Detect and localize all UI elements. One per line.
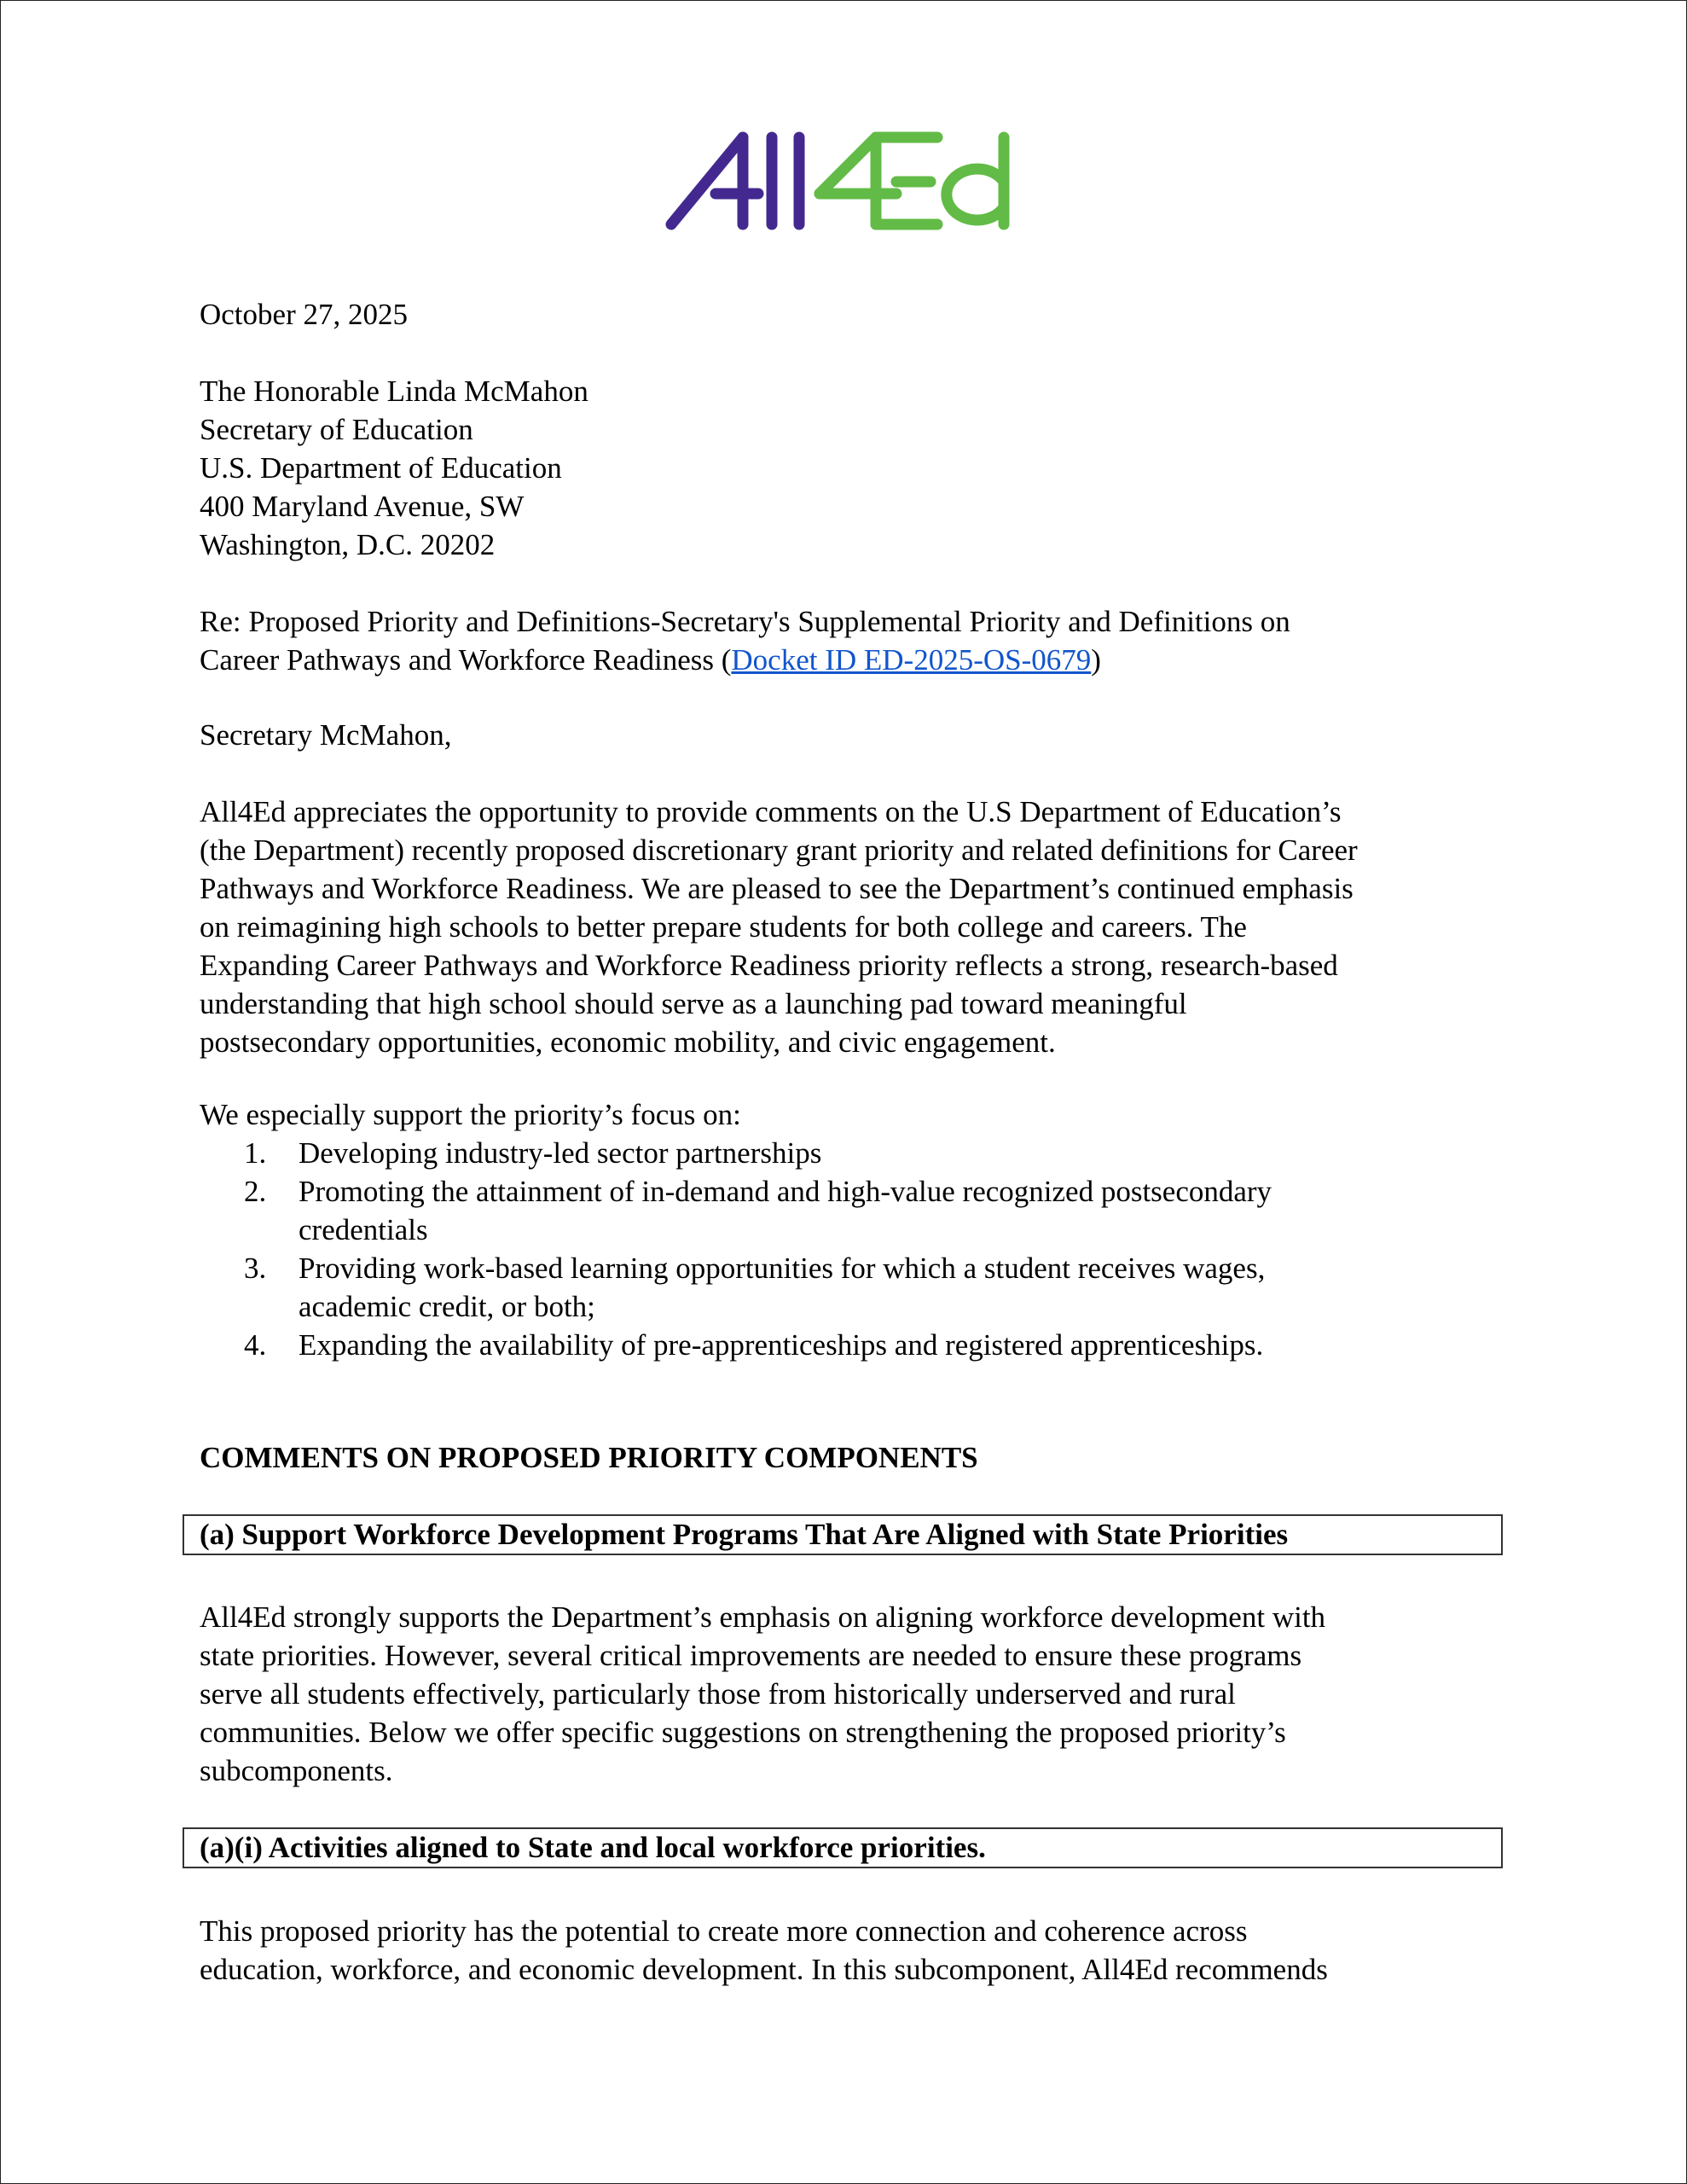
list-item-text: Providing work-based learning opportunities for which a student receives wages,: [299, 1252, 1266, 1285]
list-item: [200, 1326, 1272, 1364]
list-number: 2.: [244, 1175, 267, 1208]
letter-date: October 27, 2025: [200, 298, 408, 331]
list-item-text: Expanding the availability of pre-apprenticeships and registered apprenticeships.: [299, 1328, 1264, 1362]
all4ed-logo: [664, 129, 1019, 235]
section-a-paragraph: [200, 1598, 1530, 1790]
list-item: [200, 1249, 1272, 1326]
recipient-line: Washington, D.C. 20202: [200, 528, 496, 561]
paragraph-line: serve all students effectively, particularly those from historically underserved and rural: [200, 1677, 1236, 1711]
paragraph-line: on reimagining high schools to better prepare students for both college and careers. The: [200, 910, 1247, 944]
section-heading: COMMENTS ON PROPOSED PRIORITY COMPONENTS: [200, 1441, 978, 1474]
subject-suffix: ): [1091, 643, 1101, 677]
subject-line-1: Re: Proposed Priority and Definitions-Secretary's Supplemental Priority and Definitions on: [200, 605, 1290, 638]
intro-paragraph: [200, 793, 1530, 1061]
subject-line-2: [200, 641, 1530, 679]
paragraph-line: state priorities. However, several critical improvements are needed to ensure these programs: [200, 1639, 1302, 1672]
focus-list: [200, 1134, 1272, 1364]
focus-intro: We especially support the priority’s focus on:: [200, 1098, 741, 1131]
list-number: 1.: [244, 1136, 267, 1170]
subject-line: [200, 602, 1530, 679]
paragraph-line: All4Ed appreciates the opportunity to provide comments on the U.S Department of Education’s: [200, 795, 1342, 828]
recipient-address: [200, 372, 1530, 564]
list-number: 4.: [244, 1328, 267, 1362]
paragraph-line: This proposed priority has the potential to create more connection and coherence across: [200, 1914, 1248, 1948]
paragraph-line: Expanding Career Pathways and Workforce Readiness priority reflects a strong, research-based: [200, 949, 1338, 982]
list-item-text: credentials: [299, 1213, 428, 1246]
paragraph-line: communities. Below we offer specific suggestions on strengthening the proposed priority’s: [200, 1716, 1286, 1749]
salutation: Secretary McMahon,: [200, 718, 452, 752]
list-item: [200, 1134, 1272, 1172]
section-a-title: (a) Support Workforce Development Programs That Are Aligned with State Priorities: [183, 1514, 1503, 1555]
recipient-line: U.S. Department of Education: [200, 451, 562, 485]
list-item-text: Developing industry-led sector partnerships: [299, 1136, 822, 1170]
paragraph-line: subcomponents.: [200, 1754, 393, 1787]
paragraph-line: (the Department) recently proposed discretionary grant priority and related definitions for Career: [200, 834, 1358, 867]
paragraph-line: understanding that high school should serve as a launching pad toward meaningful: [200, 987, 1187, 1020]
recipient-line: Secretary of Education: [200, 413, 473, 446]
paragraph-line: education, workforce, and economic development. In this subcomponent, All4Ed recommends: [200, 1953, 1328, 1986]
recipient-line: 400 Maryland Avenue, SW: [200, 490, 525, 523]
paragraph-line: postsecondary opportunities, economic mobility, and civic engagement.: [200, 1025, 1056, 1059]
recipient-line: The Honorable Linda McMahon: [200, 375, 588, 408]
logo-letter-a: [671, 137, 799, 224]
paragraph-line: Pathways and Workforce Readiness. We are pleased to see the Department’s continued emphasis: [200, 872, 1354, 905]
list-item-text: academic credit, or both;: [299, 1290, 595, 1323]
docket-link[interactable]: Docket ID ED-2025-OS-0679: [731, 643, 1092, 677]
logo-letters-4ed: [820, 137, 1004, 224]
section-a-i-paragraph: [200, 1912, 1530, 1989]
list-item-text: Promoting the attainment of in-demand and high-value recognized postsecondary: [299, 1175, 1272, 1208]
list-item: [200, 1172, 1272, 1249]
subject-prefix: Career Pathways and Workforce Readiness (: [200, 643, 732, 677]
list-number: 3.: [244, 1252, 267, 1285]
section-a-i-title: (a)(i) Activities aligned to State and local workforce priorities.: [183, 1827, 1503, 1868]
paragraph-line: All4Ed strongly supports the Department’s emphasis on aligning workforce development with: [200, 1600, 1326, 1634]
